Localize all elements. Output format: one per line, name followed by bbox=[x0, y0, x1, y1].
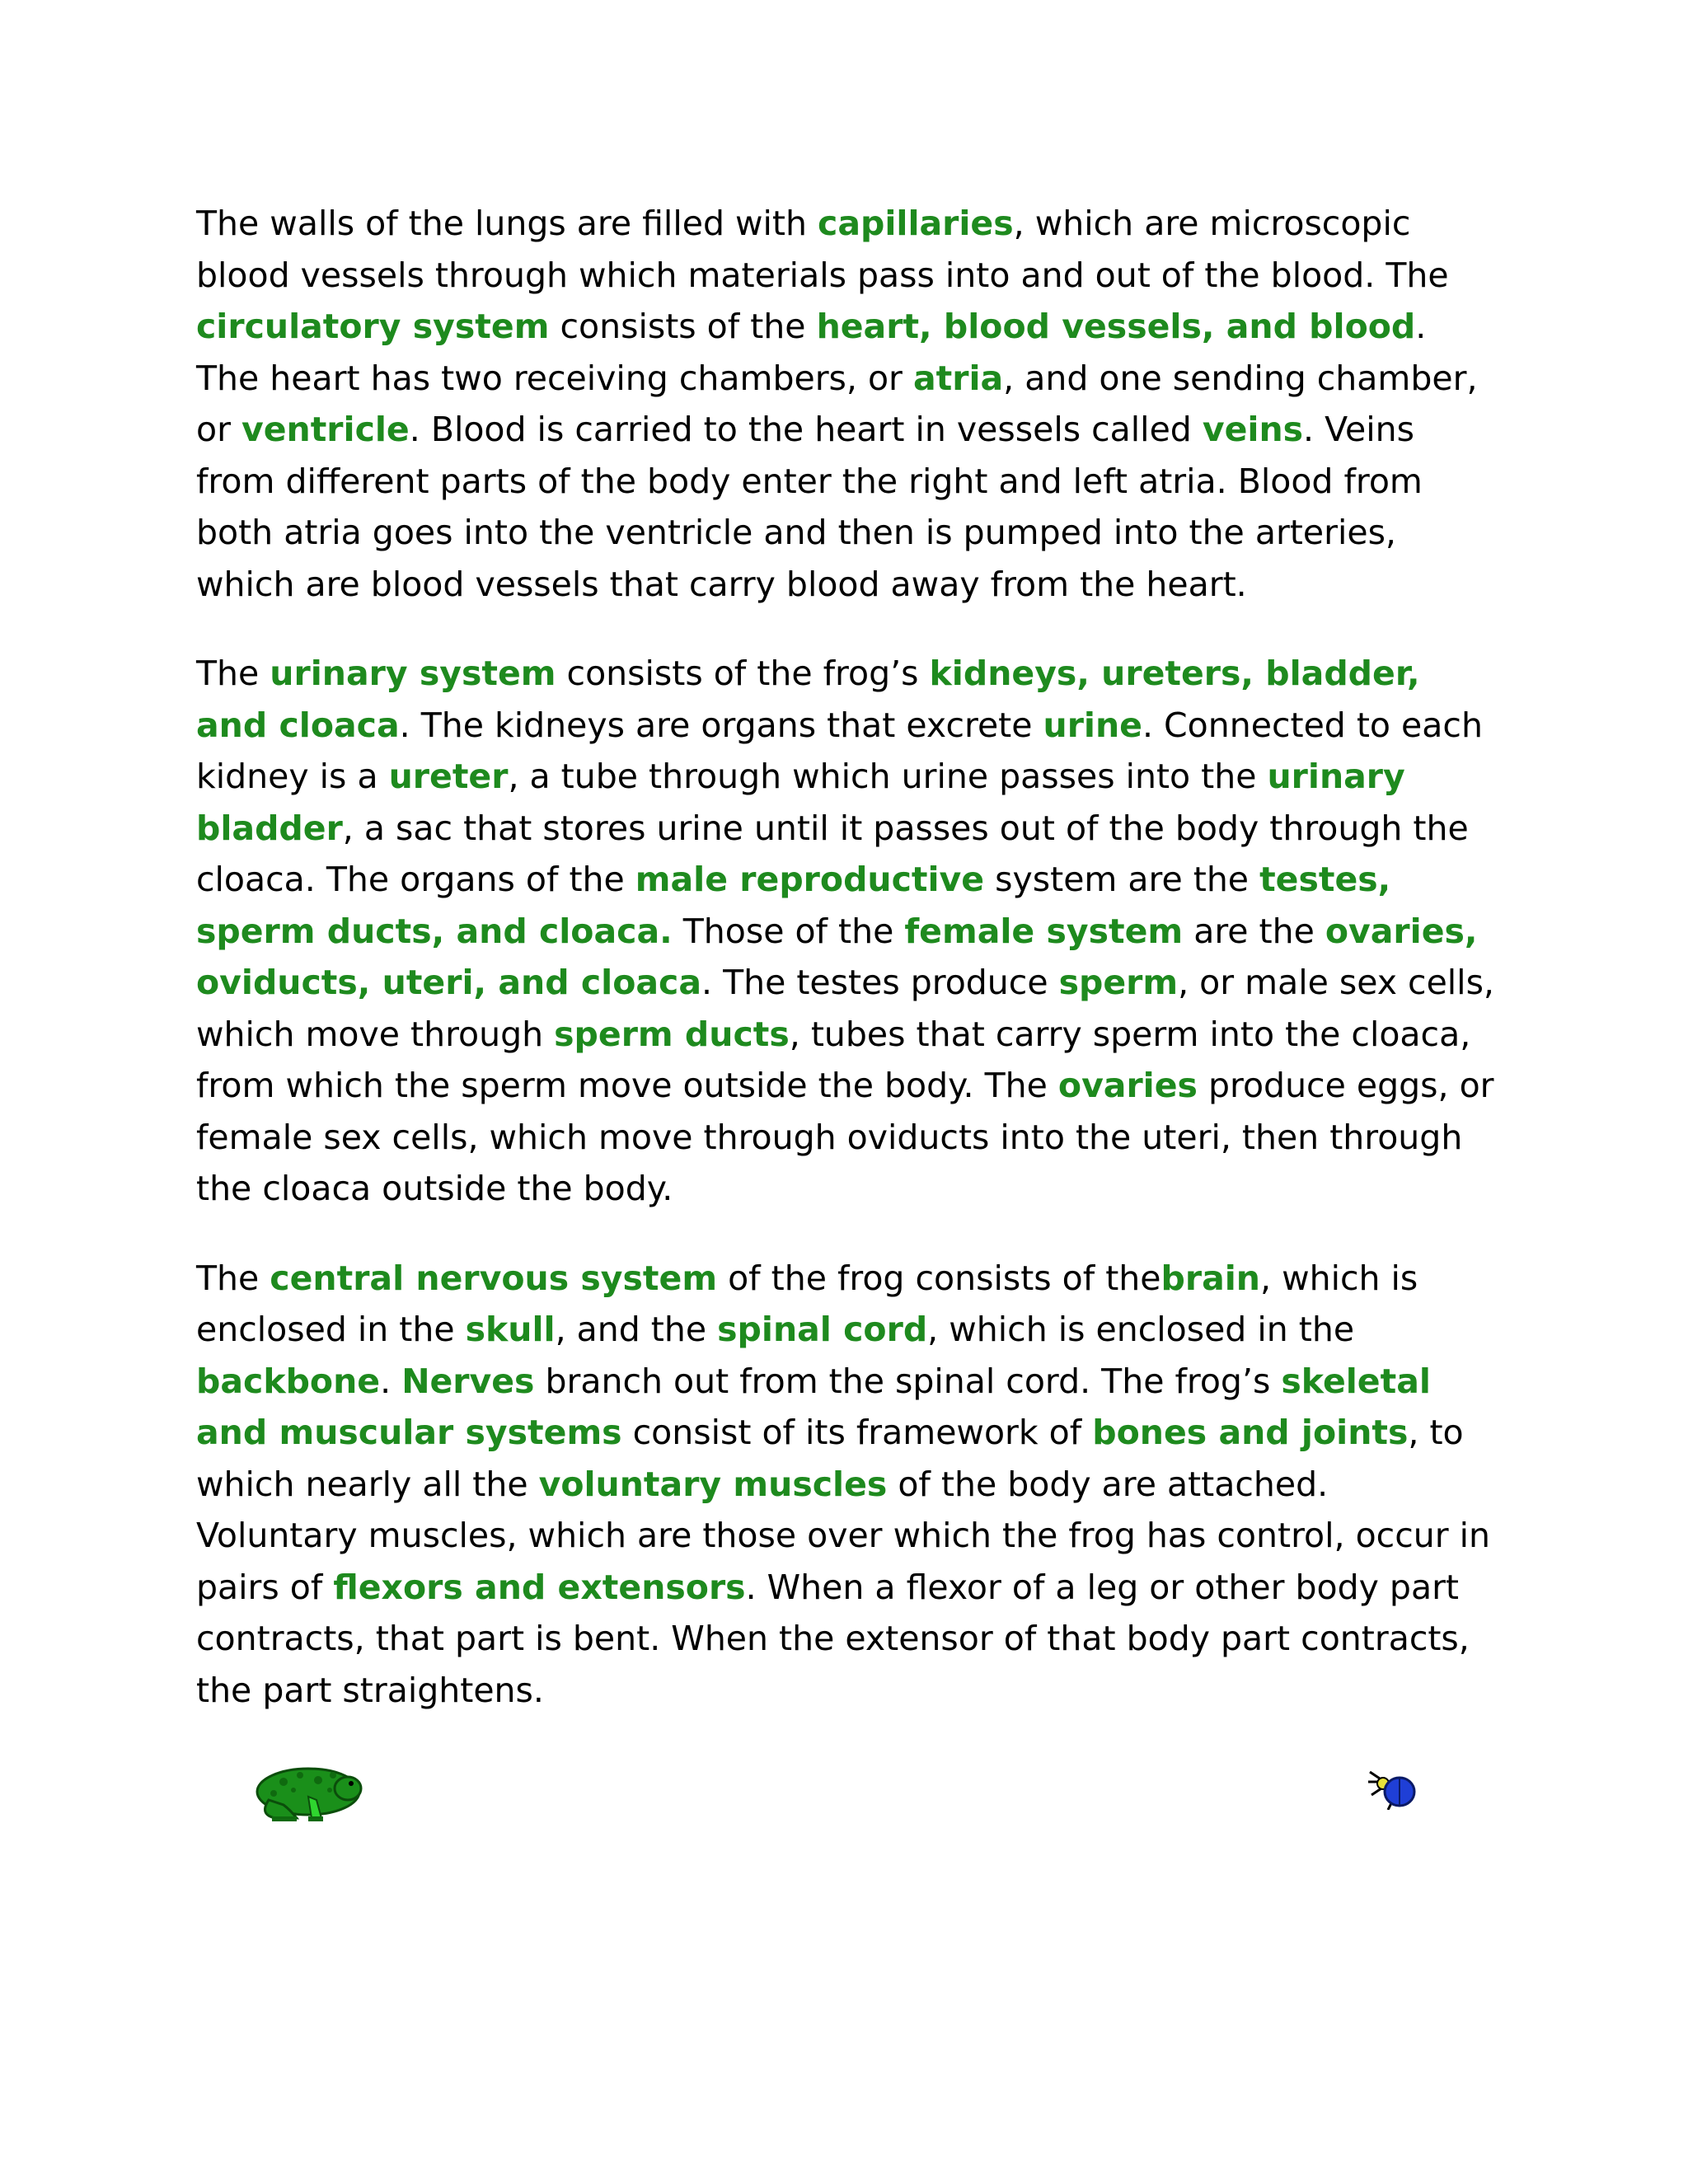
key-term: urinary system bbox=[270, 654, 556, 693]
body-text: , and the bbox=[555, 1310, 718, 1349]
body-text: . bbox=[380, 1361, 402, 1401]
body-text: , which is enclosed in the bbox=[196, 1258, 1418, 1349]
body-text: The walls of the lungs are filled with bbox=[196, 204, 818, 243]
key-term: ovaries bbox=[1057, 1066, 1198, 1105]
beetle-icon bbox=[1368, 1770, 1416, 1810]
body-text: . The kidneys are organs that excrete bbox=[399, 705, 1043, 745]
key-term: kidneys, ureters, bladder, and cloaca bbox=[196, 654, 1420, 745]
key-term: sperm ducts bbox=[554, 1014, 790, 1054]
key-term: heart, blood vessels, and blood bbox=[816, 307, 1416, 346]
body-text: branch out from the spinal cord. The frog’s bbox=[534, 1361, 1282, 1401]
key-term: veins bbox=[1202, 410, 1304, 449]
body-text: are the bbox=[1183, 911, 1325, 951]
body-text: , which is enclosed in the bbox=[927, 1310, 1355, 1349]
key-term: backbone bbox=[196, 1361, 381, 1401]
document-body bbox=[196, 198, 1498, 1754]
key-term: central nervous system bbox=[270, 1258, 718, 1298]
key-term: skull bbox=[465, 1310, 556, 1349]
key-term: ovaries, oviducts, uteri, and cloaca bbox=[196, 911, 1478, 1002]
body-text: . The testes produce bbox=[701, 963, 1059, 1002]
body-text: , to which nearly all the bbox=[196, 1413, 1464, 1504]
paragraph-urinary-reproductive bbox=[196, 648, 1498, 1215]
key-term: brain bbox=[1160, 1258, 1260, 1298]
key-term: female system bbox=[904, 911, 1184, 951]
key-term: circulatory system bbox=[196, 307, 550, 346]
body-text: , and one sending chamber, or bbox=[196, 358, 1478, 449]
body-text: consist of its framework of bbox=[621, 1413, 1093, 1452]
body-text: , tubes that carry sperm into the cloaca, from which the sperm move outside the body. The bbox=[196, 1014, 1471, 1105]
key-term: flexors and extensors bbox=[333, 1567, 746, 1607]
body-text: system are the bbox=[984, 860, 1260, 899]
body-text: . The heart has two receiving chambers, or bbox=[196, 307, 1427, 398]
key-term: capillaries bbox=[818, 204, 1014, 243]
body-text: . Blood is carried to the heart in vessels called bbox=[409, 410, 1203, 449]
paragraph-circulatory bbox=[196, 198, 1498, 610]
body-text: Those of the bbox=[672, 911, 905, 951]
key-term: urinary bladder bbox=[196, 757, 1405, 848]
body-text: . Connected to each kidney is a bbox=[196, 705, 1483, 796]
key-term: male reproductive bbox=[635, 860, 985, 899]
body-text: consists of the bbox=[549, 307, 817, 346]
frog-icon bbox=[251, 1764, 363, 1825]
key-term: ureter bbox=[388, 757, 509, 796]
body-text: The bbox=[196, 1258, 270, 1298]
key-term: bones and joints bbox=[1092, 1413, 1409, 1452]
body-text: , a sac that stores urine until it passes out of the body through the cloaca. The organs of the bbox=[196, 808, 1469, 899]
key-term: spinal cord bbox=[717, 1310, 928, 1349]
body-text: of the body are attached. Voluntary muscles, which are those over which the frog has control, occur in pairs of bbox=[196, 1464, 1490, 1607]
key-term: skeletal and muscular systems bbox=[196, 1361, 1431, 1452]
paragraph-nervous-skeletal bbox=[196, 1253, 1498, 1717]
body-text: of the frog consists of the bbox=[717, 1258, 1161, 1298]
body-text: consists of the frog’s bbox=[556, 654, 930, 693]
body-text: , which are microscopic blood vessels through which materials pass into and out of the blood. The bbox=[196, 204, 1449, 295]
body-text: , or male sex cells, which move through bbox=[196, 963, 1494, 1054]
body-text: . When a flexor of a leg or other body part contracts, that part is bent. When the extensor of that body part contracts, the part straightens. bbox=[196, 1567, 1470, 1710]
key-term: testes, sperm ducts, and cloaca. bbox=[196, 860, 1391, 951]
key-term: Nerves bbox=[401, 1361, 535, 1401]
body-text: The bbox=[196, 654, 270, 693]
body-text: . Veins from different parts of the body enter the right and left atria. Blood from both atria goes into the ventricle and then is pumped into the arteries, which are blood vessels that carry blood away from the heart. bbox=[196, 410, 1423, 604]
key-term: ventricle bbox=[241, 410, 410, 449]
body-text: , a tube through which urine passes into the bbox=[508, 757, 1268, 796]
body-text: produce eggs, or female sex cells, which move through oviducts into the uteri, then through the cloaca outside the body. bbox=[196, 1066, 1494, 1208]
key-term: voluntary muscles bbox=[538, 1464, 888, 1504]
key-term: sperm bbox=[1058, 963, 1179, 1002]
key-term: atria bbox=[912, 358, 1004, 398]
key-term: urine bbox=[1043, 705, 1142, 745]
